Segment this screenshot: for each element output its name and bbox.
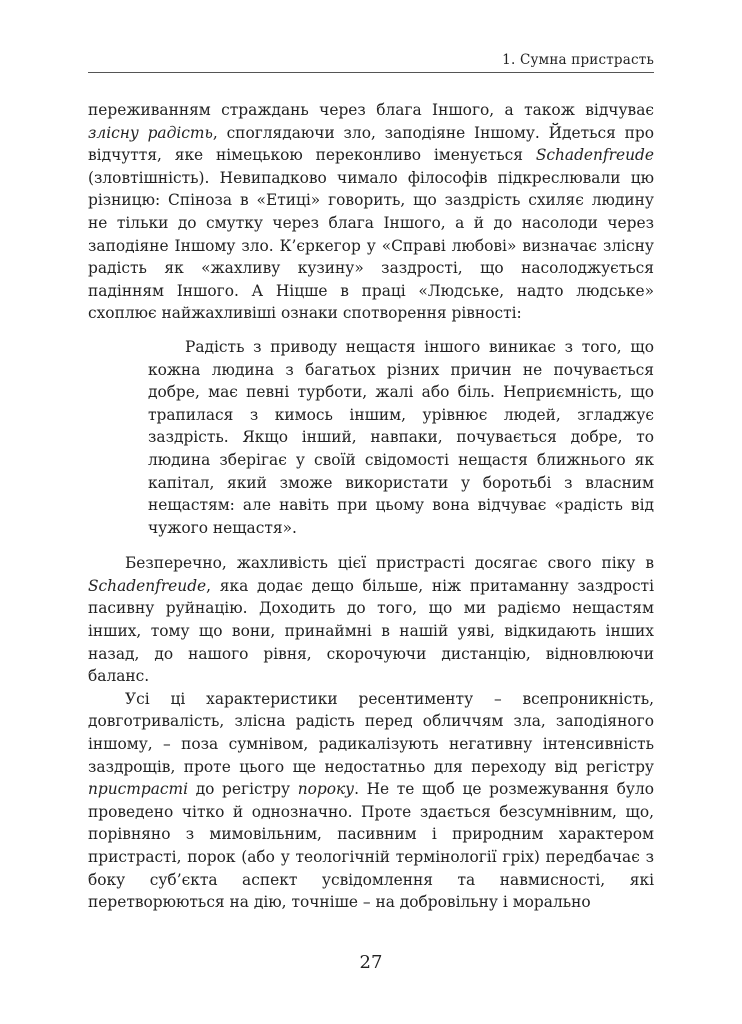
italic-term: злісну радість bbox=[88, 123, 213, 142]
running-title: 1. Сумна пристрасть bbox=[502, 52, 654, 68]
text-run: . Не те щоб це розмежування було проведено чітко й однозначно. Проте здається безсумнівним, що, порівняно з мимовільним, пасивним і природним характером пристрасті, порок (або у теологічній термінології гріх) передбачає з боку суб’єкта аспект усвідомлення та навмисності, які перетворюються на дію, точніше – на добровільну і морально bbox=[88, 780, 654, 912]
paragraph-continuation bbox=[88, 99, 654, 325]
italic-term: пристрасті bbox=[88, 780, 189, 799]
block-quote bbox=[88, 336, 654, 539]
text-run: (зловтішність). Невипадково чимало філософів підкреслювали цю різницю: Спіноза в «Етиці» говорить, що заздрість схиляє людину не тільки до смутку через блага Іншого, а й до насолоди через заподіяне Іншому зло. К’єркегор у «Справі любові» визначає злісну радість як «жахливу кузину» заздрості, що насолоджується падінням Іншого. А Ніцше в праці «Людське, надто людське» схоплює найжахливіші ознаки спотворення рівності: bbox=[88, 168, 654, 323]
text-run: Усі ці характеристики ресентименту – всепроникність, довготривалість, злісна радість перед обличчям зла, заподіяного іншому, – поза сумнівом, радикалізують негативну інтенсивність заздрощів, проте цього ще недостатньо для переходу від регістру bbox=[88, 689, 654, 776]
italic-term: Schadenfreude bbox=[535, 146, 654, 165]
page-number: 27 bbox=[359, 952, 383, 973]
paragraph bbox=[88, 688, 654, 914]
text-run: Безперечно, жахливість цієї пристрасті досягає свого піку в bbox=[125, 554, 654, 573]
text-run: до регістру bbox=[188, 780, 298, 799]
text-run: , яка додає дещо більше, ніж притаманну заздрості пасивну руйнацію. Доходить до того, що ми радіємо нещастям інших, тому що вони, принаймні в нашій уяві, відкидають інших назад, до нашого рівня, скорочуючи дистанцію, відновлюючи баланс. bbox=[88, 576, 654, 686]
italic-term: пороку bbox=[297, 780, 355, 799]
text-run: , споглядаючи зло, заподіяне Іншому. Йдеться про відчуття, яке німецькою переконливо іменується bbox=[88, 123, 654, 165]
body-text bbox=[88, 99, 654, 914]
paragraph bbox=[88, 552, 654, 688]
text-run: переживанням страждань через блага Іншого, а також відчуває bbox=[88, 101, 654, 119]
italic-term: Schadenfreude bbox=[88, 576, 207, 595]
running-header bbox=[88, 50, 654, 73]
text-run: Радість з приводу нещастя іншого виникає з того, що кожна людина з багатьох різних причин не почувається добре, має певні турботи, жалі або біль. Неприємність, що трапилася з кимось іншим, урівнює людей, згладжує заздрість. Якщо інший, навпаки, почувається добре, то людина зберігає у своїй свідомості нещастя ближнього як капітал, який зможе використати у боротьбі з власним нещастям: але навіть при цьому вона відчуває «радість від чужого нещастя». bbox=[148, 337, 654, 537]
